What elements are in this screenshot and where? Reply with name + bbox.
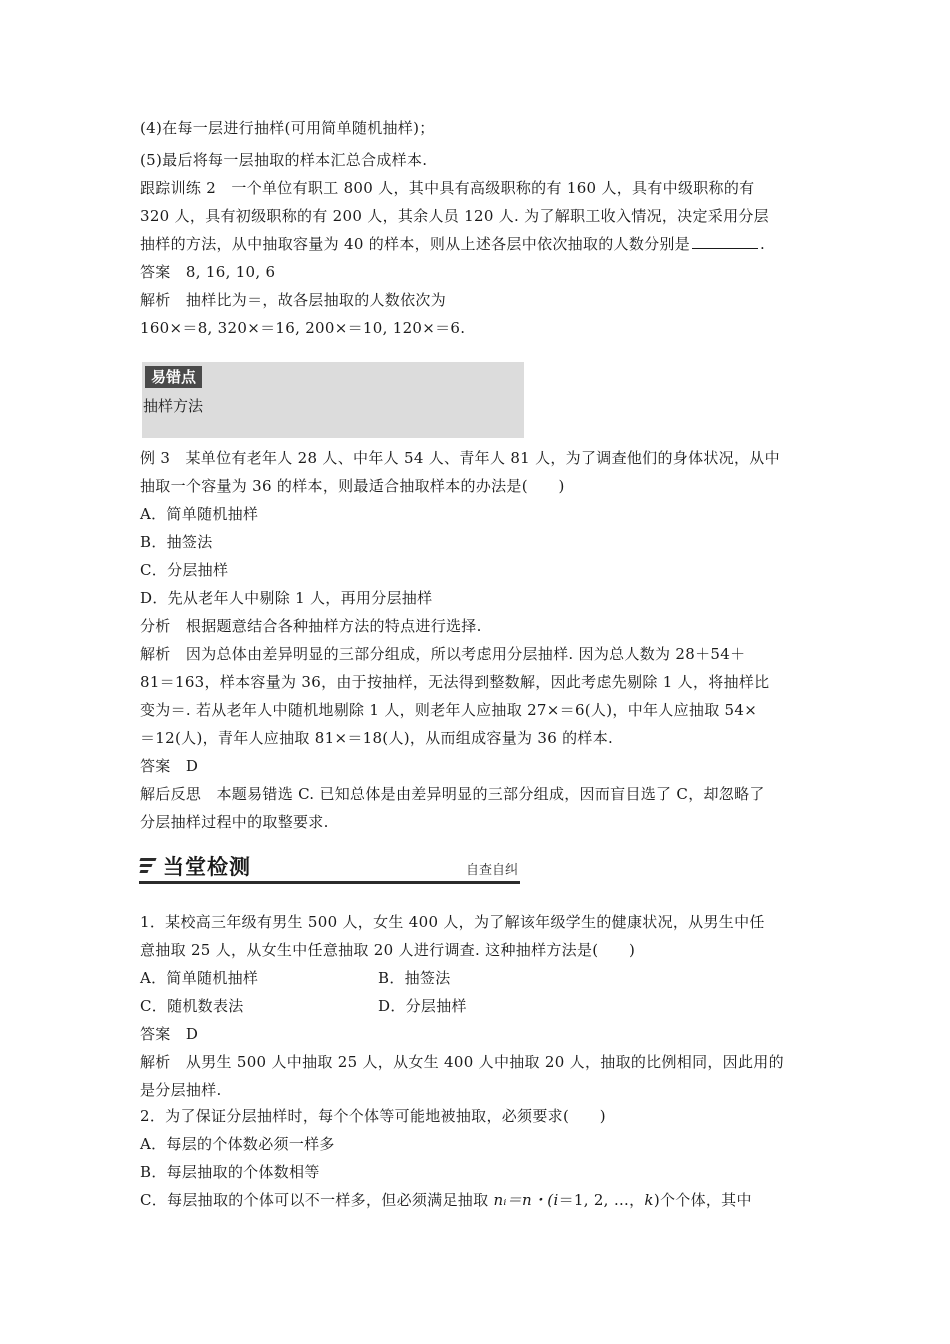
text-line: (4)在每一层进行抽样(可用简单随机抽样)； xyxy=(140,119,435,137)
exercise-line: 跟踪训练 2 一个单位有职工 800 人，其中具有高级职称的有 160 人，具有中级职称的有 xyxy=(140,179,755,197)
option-line: A．每层的个体数必须一样多 xyxy=(140,1135,335,1153)
answer-blank xyxy=(692,234,758,249)
section-header xyxy=(139,852,520,884)
text-segment: C．每层抽取的个体可以不一样多，但必须满足抽取 xyxy=(140,1191,494,1209)
text-segment: ＝1, 2, …， xyxy=(558,1191,645,1209)
analysis-line: 解析 从男生 500 人中抽取 25 人，从女生 400 人中抽取 20 人，抽取的比例相同，因此用的 xyxy=(140,1053,784,1071)
answer-line: 答案 D xyxy=(140,1025,199,1043)
option-a: A．简单随机抽样 xyxy=(140,969,259,987)
answer-line: 答案 8, 16, 10, 6 xyxy=(140,263,276,281)
text-line: 意抽取 25 人，从女生中任意抽取 20 人进行调查. 这种抽样方法是( ) xyxy=(140,941,636,959)
option-line: B．抽签法 xyxy=(140,533,213,551)
option-line: C．分层抽样 xyxy=(140,561,229,579)
section-underline xyxy=(139,881,520,884)
text-line: 320 人，具有初级职称的有 200 人，其余人员 120 人. 为了解职工收入情况，决定采用分层 xyxy=(140,207,769,225)
reflection-line: 解后反思 本题易错选 C. 已知总体是由差异明显的三部分组成，因而盲目选了 C，却忽略了 xyxy=(140,785,765,803)
option-line: D．先从老年人中剔除 1 人，再用分层抽样 xyxy=(140,589,433,607)
formula-segment: nᵢ＝n・( xyxy=(493,1191,554,1209)
text-segment: . xyxy=(760,235,766,253)
text-line: 160×＝8, 320×＝16, 200×＝10, 120×＝6. xyxy=(140,319,466,337)
option-b: B．抽签法 xyxy=(378,969,451,987)
option-line: B．每层抽取的个体数相等 xyxy=(140,1163,320,1181)
option-row xyxy=(140,996,467,1016)
text-segment: )个个体，其中 xyxy=(653,1191,752,1209)
solution-line: 解析 因为总体由差异明显的三部分组成，所以考虑用分层抽样. 因为总人数为 28＋54＋ xyxy=(140,645,746,663)
text-line: 抽取一个容量为 36 的样本，则最适合抽取样本的办法是( ) xyxy=(140,477,565,495)
option-line xyxy=(140,1190,752,1210)
text-line: 81＝163，样本容量为 36，由于按抽样，无法得到整数解，因此考虑先剔除 1 人，将抽样比 xyxy=(140,673,770,691)
option-row xyxy=(140,968,451,988)
error-point-subtitle: 抽样方法 xyxy=(143,397,204,415)
error-point-tag: 易错点 xyxy=(145,366,202,388)
option-d: D．分层抽样 xyxy=(378,997,467,1015)
formula-var-i: i xyxy=(553,1191,559,1209)
section-stripes-icon xyxy=(140,858,158,880)
text-line: 是分层抽样. xyxy=(140,1081,222,1099)
option-c: C．随机数表法 xyxy=(140,997,244,1015)
text-line: 分层抽样过程中的取整要求. xyxy=(140,813,329,831)
question-line: 2．为了保证分层抽样时，每个个体等可能地被抽取，必须要求( ) xyxy=(140,1107,606,1125)
text-line: 变为＝. 若从老年人中随机地剔除 1 人，则老年人应抽取 27×＝6(人)，中年人应抽取 54× xyxy=(140,701,758,719)
option-line: A．简单随机抽样 xyxy=(140,505,259,523)
formula-var-k: k xyxy=(644,1191,654,1209)
example-line: 例 3 某单位有老年人 28 人、中年人 54 人、青年人 81 人，为了调查他们的身体状况，从中 xyxy=(140,449,780,467)
analysis-line: 分析 根据题意结合各种抽样方法的特点进行选择. xyxy=(140,617,482,635)
section-right-label: 自查自纠 xyxy=(465,863,518,878)
text-segment: 抽样的方法，从中抽取容量为 40 的样本，则从上述各层中依次抽取的人数分别是 xyxy=(140,235,691,253)
text-line xyxy=(140,234,765,254)
text-line: (5)最后将每一层抽取的样本汇总合成样本. xyxy=(140,151,428,169)
text-line: ＝12(人)，青年人应抽取 81×＝18(人)，从而组成容量为 36 的样本. xyxy=(140,729,614,747)
answer-line: 答案 D xyxy=(140,757,199,775)
analysis-line: 解析 抽样比为＝，故各层抽取的人数依次为 xyxy=(140,291,447,309)
question-line: 1．某校高三年级有男生 500 人，女生 400 人，为了解该年级学生的健康状况，从男生中任 xyxy=(140,913,765,931)
section-title: 当堂检测 xyxy=(163,855,251,879)
